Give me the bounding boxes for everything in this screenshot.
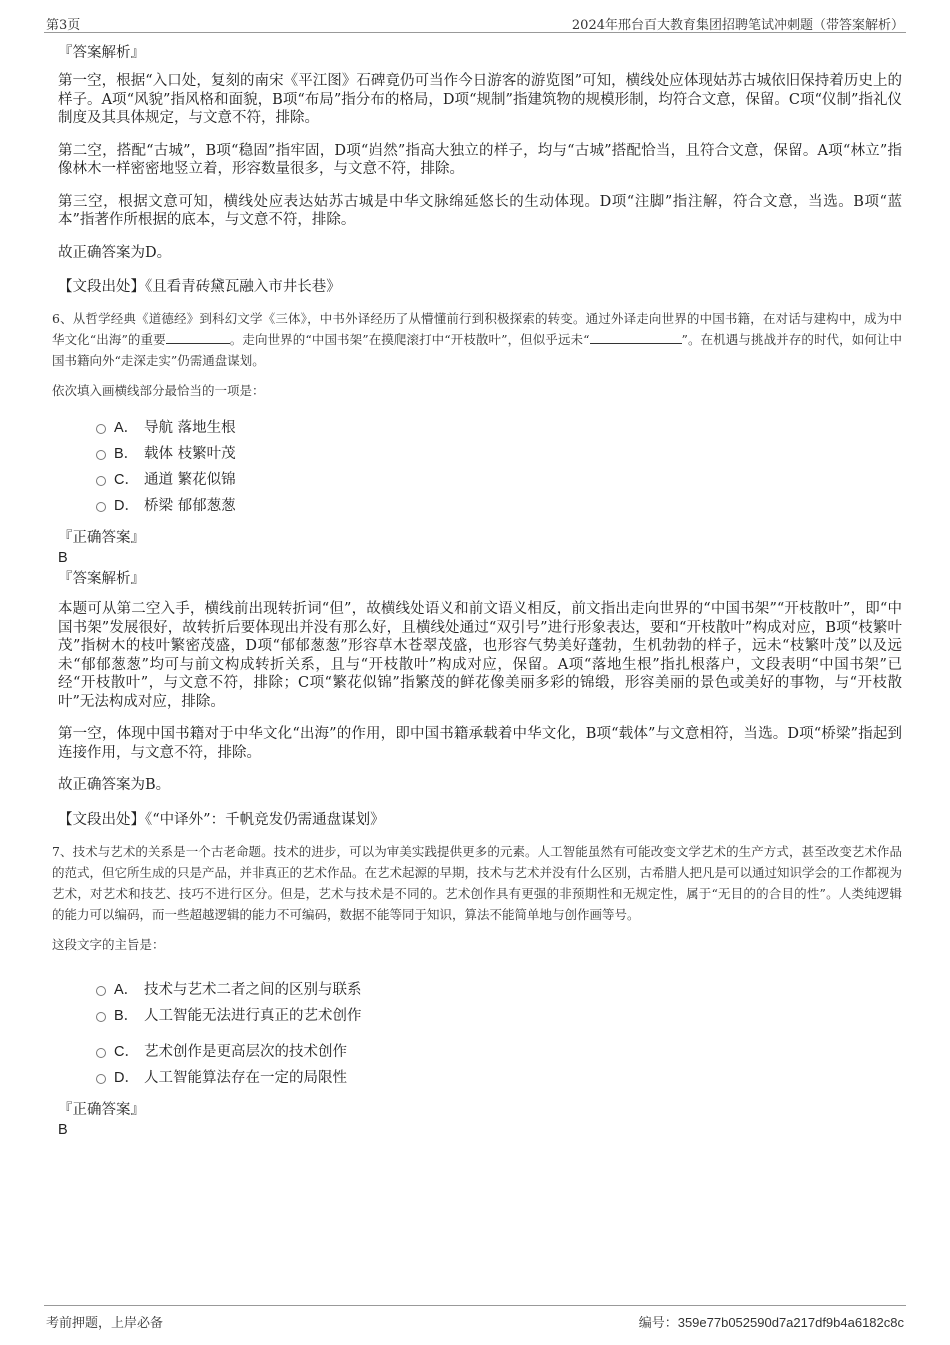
- option-c[interactable]: C． 艺术创作是更高层次的技术创作: [96, 1039, 902, 1065]
- correct-answer: B: [58, 550, 68, 566]
- analysis-paragraph: 第三空，根据文意可知，横线处应表达姑苏古城是中华文脉绵延悠长的生动体现。D项“注脚”指注解，符合文意，当选。B项“蓝本”指著作所根据的底本，与文意不符，排除。: [58, 193, 902, 228]
- analysis-paragraph: 第一空，根据“入口处，复刻的南宋《平江图》石碑竟仍可当作今日游客的游览图”可知，横线处应体现姑苏古城依旧保持着历史上的样子。A项“风貌”指风格和面貌，B项“布局”指分布的格局，D项“规制”指建筑物的规模形制，均符合文意，保留。C项“仪制”指礼仪制度及其具体规定，与文意不符，排除。: [58, 73, 902, 126]
- question-7-stem: 7、技术与艺术的关系是一个古老命题。技术的进步，可以为审美实践提供更多的元素。人工智能虽然有可能改变文学艺术的生产方式，甚至改变艺术作品的范式，但它所生成的只是产品，并非真正的艺术作品。在艺术起源的早期，技术与艺术并没有什么区别，古希腊人把凡是可以通过知识学会的工作都视为艺术，对艺术和技艺、技巧不进行区分。但是，艺术与技术是不同的。艺术创作具有更强的非预期性和无规定性，属于“无目的的合目的性”。人类纯逻辑的能力可以编码，而一些超越逻辑的能力不可编码，数据不能等同于知识，算法不能简单地与创作画等号。: [52, 843, 903, 922]
- source-citation: 【文段出处】《且看青砖黛瓦融入市井长巷》: [58, 279, 341, 295]
- radio-button[interactable]: [96, 1074, 106, 1084]
- conclusion-text: 故正确答案为D。: [58, 244, 172, 261]
- radio-button[interactable]: [96, 1048, 106, 1058]
- option-a[interactable]: A． 技术与艺术二者之间的区别与联系: [96, 977, 902, 1003]
- page-content: [52, 42, 902, 1140]
- radio-button[interactable]: [96, 450, 106, 460]
- option-a[interactable]: A． 导航 落地生根: [96, 415, 902, 441]
- page-header: [44, 12, 906, 33]
- radio-button[interactable]: [96, 476, 106, 486]
- option-d[interactable]: D． 人工智能算法存在一定的局限性: [96, 1065, 902, 1091]
- option-b[interactable]: B． 载体 枝繁叶茂: [96, 441, 902, 467]
- option-c[interactable]: C． 通道 繁花似锦: [96, 467, 902, 493]
- page-number: 第3页: [46, 18, 81, 33]
- blank-line: [166, 331, 230, 344]
- radio-button[interactable]: [96, 986, 106, 996]
- analysis-label: 『答案解析』: [58, 571, 145, 587]
- footer-slogan: 考前押题，上岸必备: [46, 1316, 164, 1331]
- question-6-stem: 6、从哲学经典《道德经》到科幻文学《三体》，中书外译经历了从懵懂前行到积极探索的转变。通过外译走向世界的中国书籍，在对话与建构中，成为中华文化“出海”的重要 。走向世界的“中国书架”在摸爬滚打中“开枝散叶”，但似乎远未“ ”。在机遇与挑战并存的时代，如何让中国书籍向外“走深走实”仍需通盘谋划。: [52, 311, 903, 368]
- option-b[interactable]: B． 人工智能无法进行真正的艺术创作: [96, 1003, 902, 1029]
- answer-label: 『正确答案』: [58, 530, 145, 546]
- radio-button[interactable]: [96, 424, 106, 434]
- source-citation: 【文段出处】《“中译外”：千帆竞发仍需通盘谋划》: [58, 811, 385, 828]
- answer-label: 『正确答案』: [58, 1101, 145, 1118]
- analysis-label: 『答案解析』: [58, 45, 145, 61]
- question-7-prompt: 这段文字的主旨是：: [52, 936, 165, 952]
- document-code: 编号：359e77b052590d7a217df9b4a6182c8c: [638, 1315, 904, 1331]
- question-7-options: [96, 977, 902, 1091]
- question-6-prompt: 依次填入画横线部分最恰当的一项是：: [52, 383, 265, 398]
- conclusion-text: 故正确答案为B。: [58, 777, 171, 793]
- page-footer: [44, 1305, 906, 1331]
- option-d[interactable]: D． 桥梁 郁郁葱葱: [96, 493, 902, 519]
- analysis-paragraph: 第一空，体现中国书籍对于中华文化“出海”的作用，即中国书籍承载着中华文化，B项“载体”与文意相符，当选。D项“桥梁”指起到连接作用，与文意不符，排除。: [58, 726, 902, 761]
- radio-button[interactable]: [96, 1012, 106, 1022]
- document-title: 2024年邢台百大教育集团招聘笔试冲刺题（带答案解析）: [571, 18, 904, 33]
- analysis-paragraph: 第二空，搭配“古城”，B项“稳固”指牢固，D项“岿然”指高大独立的样子，均与“古城”搭配恰当，且符合文意，保留。A项“林立”指像林木一样密密地竖立着，形容数量很多，与文意不符，排除。: [58, 142, 902, 177]
- correct-answer: B: [58, 1121, 68, 1138]
- analysis-paragraph: 本题可从第二空入手，横线前出现转折词“但”，故横线处语义和前文语义相反，前文指出走向世界的“中国书架”“开枝散叶”，即“中国书架”发展很好，故转折后要体现出并没有那么好，且横线处通过“双引号”进行形象表达，要和“开枝散叶”构成对应，B项“枝繁叶茂”指树木的枝叶繁密茂盛，D项“郁郁葱葱”形容草木苍翠茂盛，也形容气势美好蓬勃，生机勃勃的样子，远未“枝繁叶茂”以及远未“郁郁葱葱”均可与前文构成转折关系，且与“开枝散叶”构成对应，保留。A项“落地生根”指扎根落户，文段表明“中国书架”已经“开枝散叶”，与文意不符，排除；C项“繁花似锦”指繁茂的鲜花像美丽多彩的锦缎，形容美丽的景色或美好的事物，与“开枝散叶”无法构成对应，排除。: [58, 601, 902, 710]
- question-6-options: [96, 415, 902, 519]
- blank-line: [590, 331, 682, 344]
- radio-button[interactable]: [96, 502, 106, 512]
